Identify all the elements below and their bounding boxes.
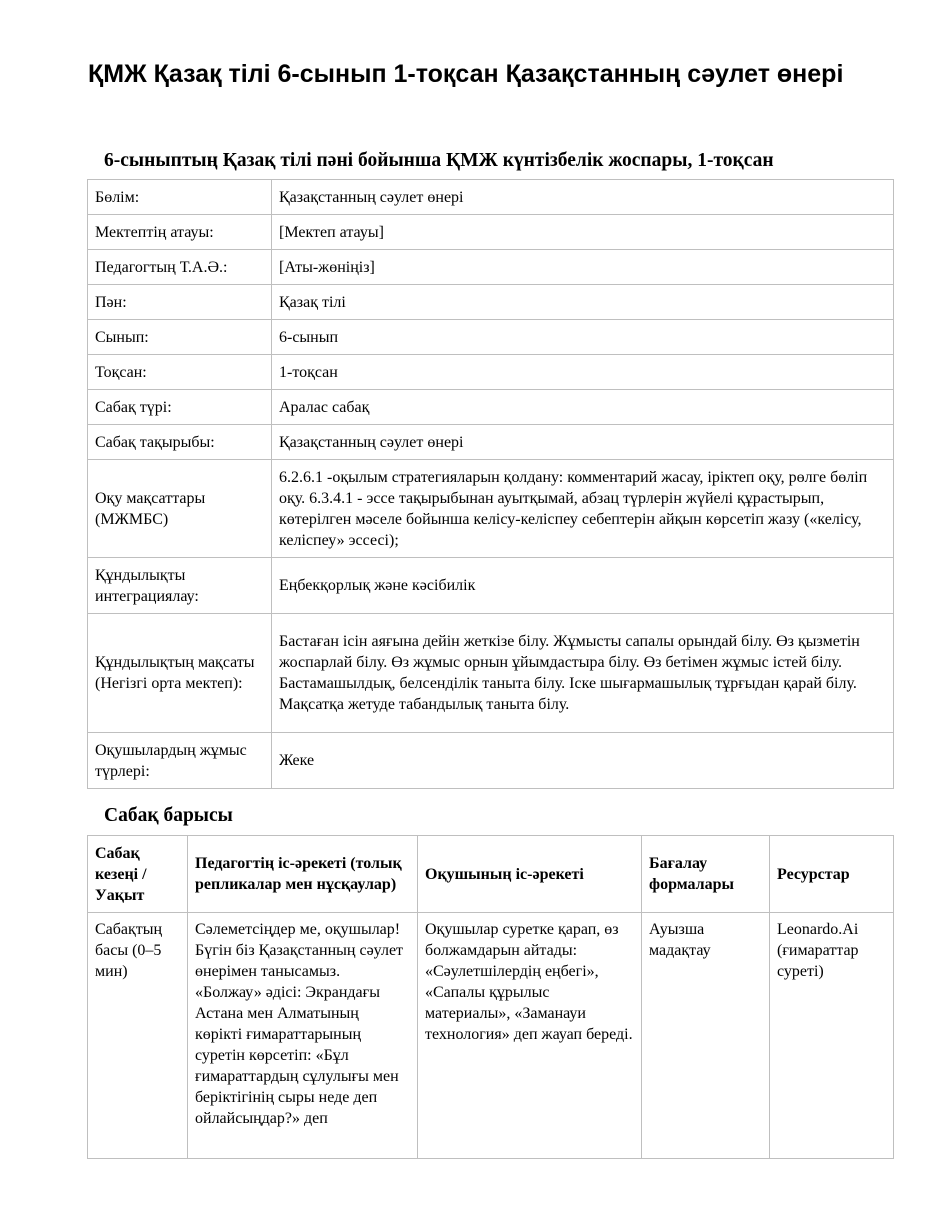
student-activity-cell: Оқушылар суретке қарап, өз болжамдарын айтады: «Сәулетшілердің еңбегі», «Сапалы құрылыс материалы», «Заманауи технология» деп жауап береді. xyxy=(418,913,642,1159)
info-value: 6-сынып xyxy=(272,320,894,355)
info-value: Аралас сабақ xyxy=(272,390,894,425)
info-value: 6.2.6.1 -оқылым стратегияларын қолдану: комментарий жасау, іріктеп оқу, рөлге бөліп оқу. 6.3.4.1 - эссе тақырыбынан ауытқымай, абзац түрлерін жүйелі құрастырып, көтерілген мәселе бойынша келісу-келіспеу себептерін айқын көрсетіп жазу («келісу, келіспеу» эссесі); xyxy=(272,460,894,558)
info-label: Сабақ түрі: xyxy=(88,390,272,425)
column-header-resources: Ресурстар xyxy=(770,836,894,913)
table-row xyxy=(88,614,894,733)
column-header-teacher: Педагогтің іс-әрекеті (толық репликалар мен нұсқаулар) xyxy=(188,836,418,913)
lesson-progress-heading: Сабақ барысы xyxy=(104,805,233,826)
document-title: ҚМЖ Қазақ тілі 6-сынып 1-тоқсан Қазақстанның сәулет өнері xyxy=(88,60,844,88)
column-header-assessment: Бағалау формалары xyxy=(642,836,770,913)
info-label: Тоқсан: xyxy=(88,355,272,390)
info-value: 1-тоқсан xyxy=(272,355,894,390)
table-row xyxy=(88,180,894,215)
info-label: Құндылықты интеграциялау: xyxy=(88,558,272,614)
table-header-row xyxy=(88,836,894,913)
table-row xyxy=(88,355,894,390)
document-subtitle: 6-сыныптың Қазақ тілі пәні бойынша ҚМЖ күнтізбелік жоспары, 1-тоқсан xyxy=(104,150,774,171)
column-header-stage: Сабақ кезеңі / Уақыт xyxy=(88,836,188,913)
info-label: Оқу мақсаттары (МЖМБС) xyxy=(88,460,272,558)
resources-cell: Leonardo.Ai (ғимараттар суреті) xyxy=(770,913,894,1159)
info-value: Бастаған ісін аяғына дейін жеткізе білу. Жұмысты сапалы орындай білу. Өз қызметін жоспарлай білу. Өз жұмыс орнын ұйымдастыра білу. Өз бетімен жұмыс істей білу. Бастамашылдық, белсенділік таныта білу. Іске шығармашылық тұрғыдан қарай білу. Мақсатқа жетуде табандылық таныта білу. xyxy=(272,614,894,733)
assessment-cell: Ауызша мадақтау xyxy=(642,913,770,1159)
info-value: [Аты-жөніңіз] xyxy=(272,250,894,285)
info-label: Пән: xyxy=(88,285,272,320)
lesson-progress-table xyxy=(87,835,894,1159)
info-value: Қазақстанның сәулет өнері xyxy=(272,425,894,460)
teacher-activity-cell: Сәлеметсіңдер ме, оқушылар! Бүгін біз Қазақстанның сәулет өнерімен танысамыз. «Болжау» әдісі: Экрандағы Астана мен Алматының көрікті ғимараттарының суретін көрсетіп: «Бұл ғимараттардың сұлулығы мен беріктігінің сыры неде деп ойлайсыңдар?» деп xyxy=(188,913,418,1159)
info-value: Қазақ тілі xyxy=(272,285,894,320)
table-row xyxy=(88,390,894,425)
table-row xyxy=(88,913,894,1159)
table-row xyxy=(88,460,894,558)
info-label: Мектептің атауы: xyxy=(88,215,272,250)
table-row xyxy=(88,558,894,614)
info-label: Оқушылардың жұмыс түрлері: xyxy=(88,733,272,789)
info-label: Құндылықтың мақсаты (Негізгі орта мектеп): xyxy=(88,614,272,733)
lesson-stage-cell: Сабақтың басы (0–5 мин) xyxy=(88,913,188,1159)
table-row xyxy=(88,733,894,789)
info-value: Жеке xyxy=(272,733,894,789)
info-label: Сабақ тақырыбы: xyxy=(88,425,272,460)
table-row xyxy=(88,285,894,320)
info-value: Еңбекқорлық және кәсібилік xyxy=(272,558,894,614)
info-label: Бөлім: xyxy=(88,180,272,215)
table-row xyxy=(88,215,894,250)
table-row xyxy=(88,320,894,355)
column-header-student: Оқушының іс-әрекеті xyxy=(418,836,642,913)
info-label: Сынып: xyxy=(88,320,272,355)
info-label: Педагогтың Т.А.Ә.: xyxy=(88,250,272,285)
table-row xyxy=(88,250,894,285)
lesson-info-table xyxy=(87,179,894,789)
info-value: Қазақстанның сәулет өнері xyxy=(272,180,894,215)
info-value: [Мектеп атауы] xyxy=(272,215,894,250)
table-row xyxy=(88,425,894,460)
